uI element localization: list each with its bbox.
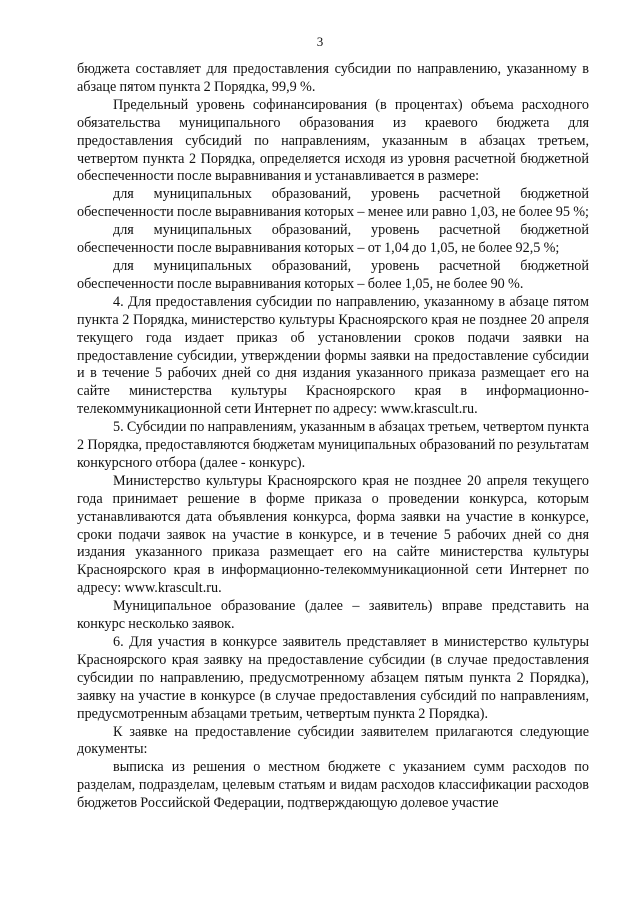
paragraph-item-6: 6. Для участия в конкурсе заявитель представляет в министерство культуры Красноярского края заявку на предоставление субсидии (в случае предоставления субсидии по направлению, предусмотренному абзацем пятым пункта 2 Порядка), заявку на участие в конкурсе (в случае предоставления субсидий по направлениям, предусмотренным абзацами третьим, четвертым пункта 2 Порядка). [77,634,589,722]
paragraph-budget-extract: выписка из решения о местном бюджете с указанием сумм расходов по разделам, подразделам, целевым статьям и видам расходов классификации расходов бюджетов Российской Федерации, подтверждающую долевое участие [77,759,589,812]
paragraph-attached-documents: К заявке на предоставление субсидии заявителем прилагаются следующие документы: [77,723,589,758]
paragraph-item-5: 5. Субсидии по направлениям, указанным в абзацах третьем, четвертом пункта 2 Порядка, предоставляются бюджетам муниципальных образований по результатам конкурсного отбора (далее - конкурс). [77,419,589,471]
paragraph-level-90: для муниципальных образований, уровень расчетной бюджетной обеспеченности после выравнивания которых – более 1,05, не более 90 %. [77,257,589,292]
document-body [77,61,589,813]
paragraph-continuation: бюджета составляет для предоставления субсидии по направлению, указанному в абзаце пятом пункта 2 Порядка, 99,9 %. [77,61,589,95]
paragraph-level-92-5: для муниципальных образований, уровень расчетной бюджетной обеспеченности после выравнивания которых – от 1,04 до 1,05, не более 92,5 %; [77,222,589,257]
paragraph-item-4: 4. Для предоставления субсидии по направлению, указанному в абзаце пятом пункта 2 Порядка, министерство культуры Красноярского края не позднее 20 апреля текущего года издает приказ об установлении сроков подачи заявки на предоставление субсидии, утверждении формы заявки на предоставление субсидии и в течение 5 рабочих дней со дня издания указанного приказа размещает его на сайте министерства культуры Красноярского края в информационно-телекоммуникационной сети Интернет по адресу: www.krascult.ru. [77,293,589,418]
paragraph-competition-order: Министерство культуры Красноярского края не позднее 20 апреля текущего года принимает решение в форме приказа о проведении конкурса, которым устанавливаются дата объявления конкурса, форма заявки на участие в конкурсе, сроки подачи заявок на участие в конкурсе, и в течение 5 рабочих дней со дня издания указанного приказа размещает его на сайте министерства культуры Красноярского края в информационно-телекоммуникационной сети Интернет по адресу: www.krascult.ru. [77,472,589,597]
page-number: 3 [316,34,324,49]
paragraph-level-95: для муниципальных образований, уровень расчетной бюджетной обеспеченности после выравнивания которых – менее или равно 1,03, не более 95 %; [77,186,589,221]
paragraph-applicant: Муниципальное образование (далее – заявитель) вправе представить на конкурс несколько заявок. [77,598,589,633]
paragraph-cofinancing-limit: Предельный уровень софинансирования (в процентах) объема расходного обязательства муниципального образования из краевого бюджета для предоставления субсидий по направлениям, указанным в абзацах третьем, четвертом пункта 2 Порядка, определяется исходя из уровня расчетной бюджетной обеспеченности после выравнивания и устанавливается в размере: [77,96,589,185]
